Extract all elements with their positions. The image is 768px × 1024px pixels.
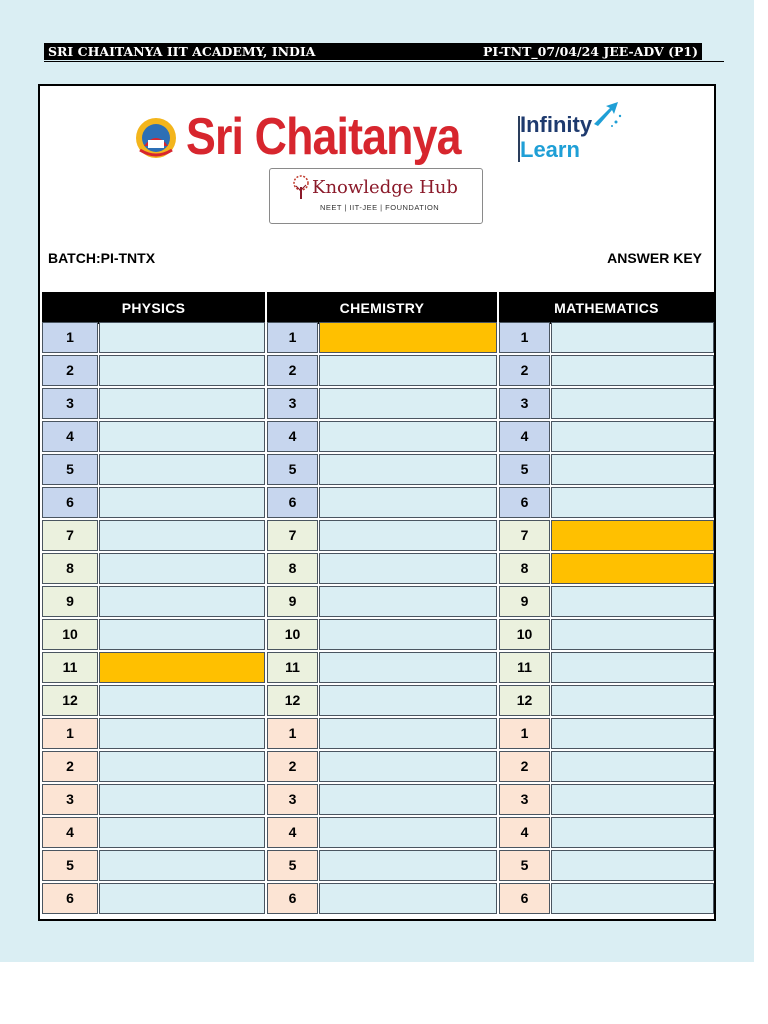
question-number: 5 [267,850,318,881]
answer-cell [551,355,714,386]
answer-cell [99,322,265,353]
question-number: 9 [42,586,98,617]
answer-cell [99,421,265,452]
brand-name: Sri Chaitanya [186,108,461,166]
sri-chaitanya-emblem-icon [134,116,178,160]
question-number: 6 [267,487,318,518]
question-number: 3 [42,784,98,815]
answer-cell [319,751,497,782]
answer-cell [551,817,714,848]
knowledge-hub-logo [269,168,483,224]
question-number: 5 [499,454,550,485]
answer-cell [319,388,497,419]
question-number: 1 [499,718,550,749]
answer-cell [99,850,265,881]
question-number: 12 [499,685,550,716]
answer-cell [319,355,497,386]
question-number: 2 [267,355,318,386]
question-number: 12 [267,685,318,716]
question-number: 2 [499,751,550,782]
question-number: 4 [42,817,98,848]
question-number: 5 [42,454,98,485]
answer-cell [551,751,714,782]
document-header [44,43,702,60]
header-divider [44,61,724,62]
question-number: 3 [499,784,550,815]
answer-cell [551,388,714,419]
answer-cell [99,454,265,485]
question-number: 5 [267,454,318,485]
answer-cell [551,619,714,650]
question-number: 1 [267,322,318,353]
question-number: 1 [42,322,98,353]
answer-cell [551,784,714,815]
question-number: 3 [267,784,318,815]
question-number: 4 [267,421,318,452]
answer-cell [99,817,265,848]
answer-cell [551,421,714,452]
answer-cell [99,685,265,716]
answer-cell [319,586,497,617]
answer-cell [99,355,265,386]
answer-cell [551,883,714,914]
answer-cell [99,553,265,584]
question-number: 6 [42,487,98,518]
institute-name: SRI CHAITANYA IIT ACADEMY, INDIA [48,44,316,59]
answer-cell-highlighted [551,553,714,584]
answer-cell [99,883,265,914]
answer-key-sheet [38,84,716,921]
answer-cell [319,487,497,518]
answer-cell [319,850,497,881]
batch-label: BATCH:PI-TNTX [48,250,156,266]
question-number: 2 [499,355,550,386]
answer-cell [551,322,714,353]
answer-cell [99,718,265,749]
tree-icon [290,175,312,201]
partner-name-line1: Infinity [520,112,593,137]
question-number: 3 [267,388,318,419]
question-number: 7 [42,520,98,551]
answer-cell [99,619,265,650]
question-number: 11 [499,652,550,683]
answer-cell [551,685,714,716]
question-number: 3 [499,388,550,419]
question-number: 2 [42,355,98,386]
question-number: 3 [42,388,98,419]
paper-code: PI-TNT_07/04/24 JEE-ADV (P1) [483,44,698,59]
question-number: 11 [42,652,98,683]
question-number: 7 [267,520,318,551]
question-number: 8 [42,553,98,584]
question-number: 10 [499,619,550,650]
answer-cell [99,784,265,815]
answer-cell [319,652,497,683]
question-number: 2 [267,751,318,782]
question-number: 6 [267,883,318,914]
question-number: 4 [42,421,98,452]
question-number: 5 [42,850,98,881]
question-number: 4 [267,817,318,848]
answer-cell [319,520,497,551]
answer-cell [551,454,714,485]
answer-cell [551,586,714,617]
answer-cell [319,685,497,716]
subject-header-physics: PHYSICS [42,292,265,324]
answer-cell [551,850,714,881]
answer-cell [551,718,714,749]
subject-header-chemistry: CHEMISTRY [267,292,497,324]
question-number: 6 [499,883,550,914]
answer-cell [99,586,265,617]
knowledge-hub-subtitle: NEET | IIT-JEE | FOUNDATION [320,203,440,212]
answer-cell [551,487,714,518]
answer-key-title: ANSWER KEY [607,250,702,266]
knowledge-hub-title: Knowledge Hub [312,177,458,198]
infinity-learn-arrow-icon [590,96,624,136]
question-number: 2 [42,751,98,782]
question-number: 1 [42,718,98,749]
question-number: 11 [267,652,318,683]
answer-cell [319,784,497,815]
answer-cell [319,718,497,749]
answer-cell [319,619,497,650]
question-number: 4 [499,421,550,452]
question-number: 8 [267,553,318,584]
answer-cell [99,388,265,419]
question-number: 6 [499,487,550,518]
logo-area [40,86,714,292]
subject-header-mathematics: MATHEMATICS [499,292,714,324]
question-number: 10 [267,619,318,650]
partner-name-line2: Learn [520,137,580,162]
answer-cell [319,454,497,485]
answer-cell [319,553,497,584]
question-number: 9 [267,586,318,617]
answer-cell-highlighted [319,322,497,353]
question-number: 8 [499,553,550,584]
answer-cell [319,883,497,914]
question-number: 5 [499,850,550,881]
answer-cell-highlighted [99,652,265,683]
question-number: 12 [42,685,98,716]
question-number: 10 [42,619,98,650]
question-number: 7 [499,520,550,551]
question-number: 4 [499,817,550,848]
answer-cell-highlighted [551,520,714,551]
answer-cell [319,421,497,452]
answer-cell [99,751,265,782]
answer-cell [551,652,714,683]
question-number: 9 [499,586,550,617]
question-number: 1 [499,322,550,353]
answer-cell [99,487,265,518]
question-number: 1 [267,718,318,749]
question-number: 6 [42,883,98,914]
answer-cell [99,520,265,551]
answer-cell [319,817,497,848]
